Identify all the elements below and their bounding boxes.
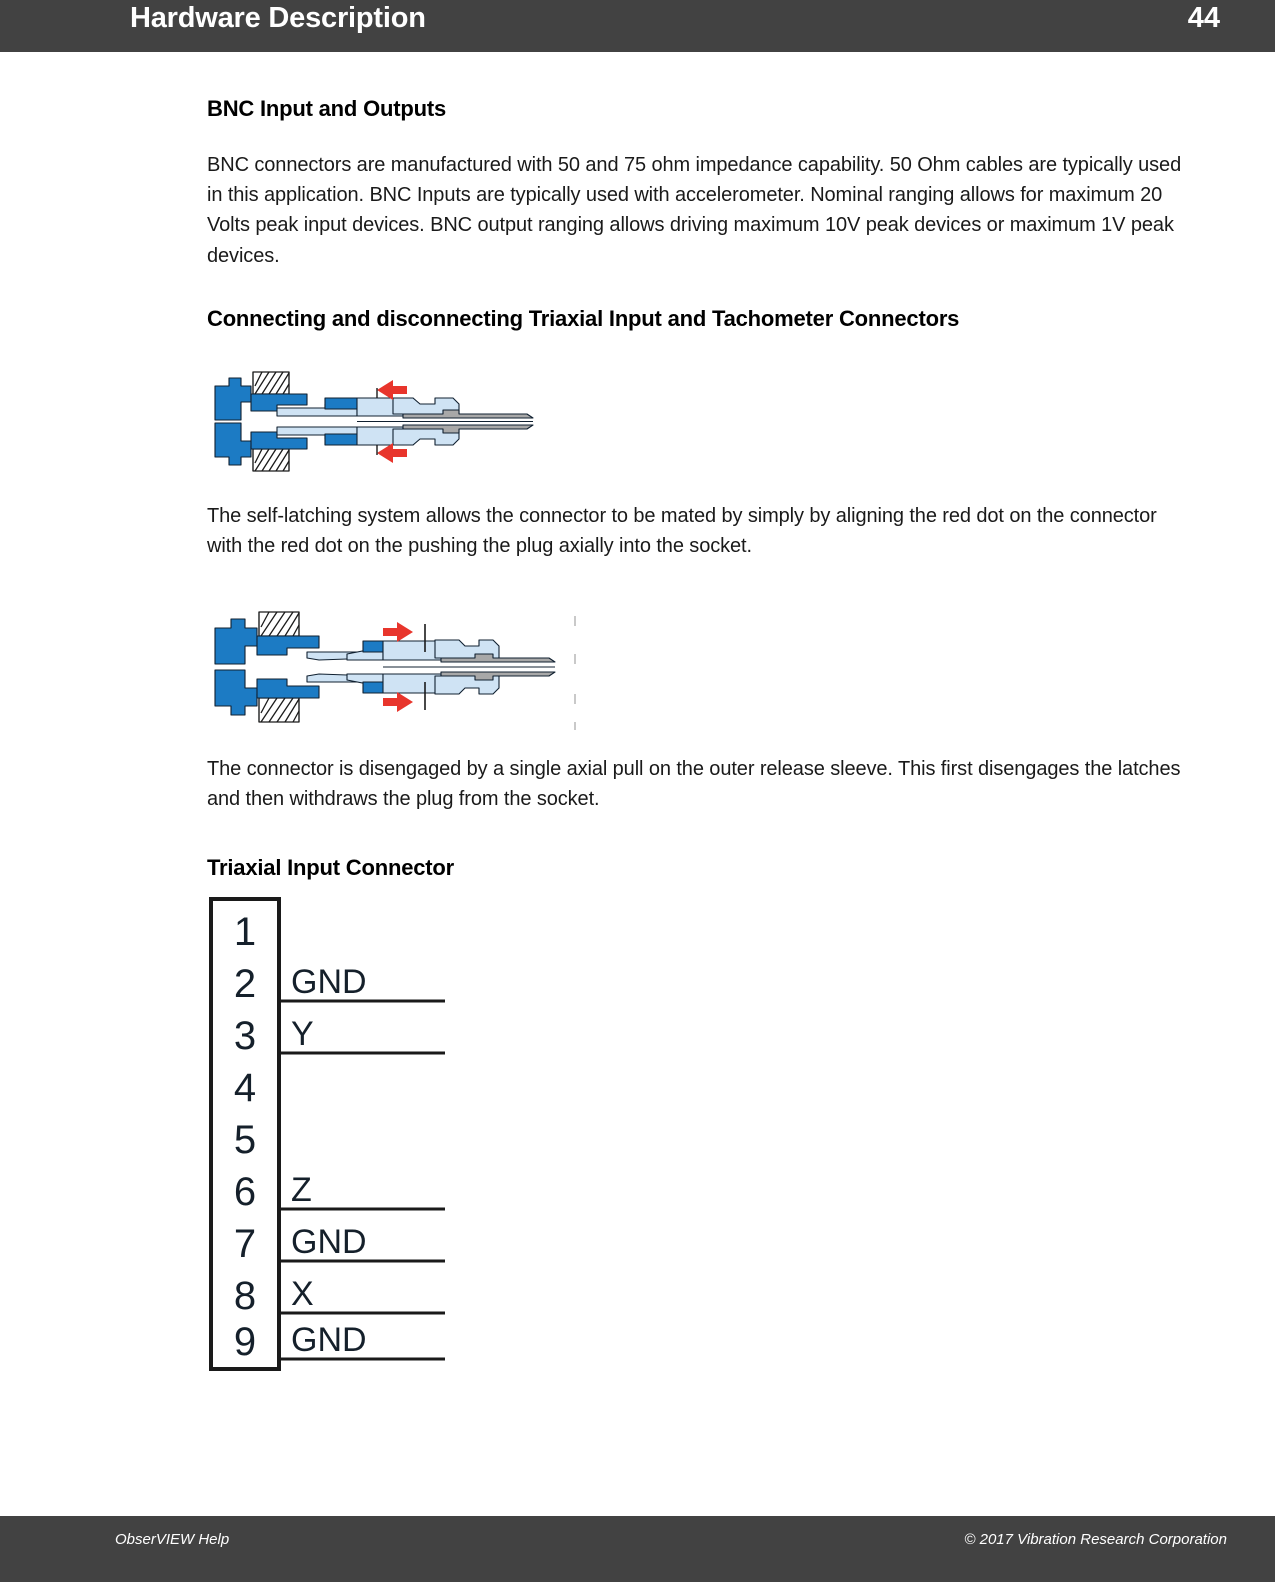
signal-label-pin-2: GND: [291, 962, 367, 1001]
figure-triaxial-pinout: [207, 893, 1187, 1383]
signal-name-labels: [291, 963, 367, 1359]
heading-bnc-input-and-outputs: BNC Input and Outputs: [207, 96, 446, 121]
signal-label-pin-8: X: [291, 1274, 314, 1313]
document-content: [207, 95, 1187, 1383]
figure-connector-unmating: [207, 602, 1187, 732]
signal-label-pin-7: GND: [291, 1222, 367, 1261]
page-title: Hardware Description: [130, 2, 426, 34]
paragraph-self-latching: The self-latching system allows the connector to be mated by simply by aligning the red dot on the connector with the red dot on the pushing the plug axially into the socket.: [207, 504, 1157, 558]
page-number: 44: [1187, 2, 1220, 34]
pin-number-4: 4: [233, 1065, 257, 1110]
pin-number-3: 3: [233, 1013, 257, 1058]
page-footer: [0, 1516, 1275, 1582]
triaxial-pinout-diagram: [207, 893, 457, 1378]
connector-unmating-illustration: [207, 602, 587, 732]
pin-number-7: 7: [233, 1221, 257, 1266]
pin-number-9: 9: [233, 1319, 257, 1364]
heading-triaxial-input-connector: Triaxial Input Connector: [207, 855, 455, 881]
pin-number-5: 5: [233, 1117, 257, 1162]
heading-connecting-disconnecting: Connecting and disconnecting Triaxial Input and Tachometer Connectors: [207, 306, 960, 332]
signal-label-pin-9: GND: [291, 1320, 367, 1359]
paragraph-bnc-description: BNC connectors are manufactured with 50 and 75 ohm impedance capability. 50 Ohm cables are typically used in this application. BNC Inputs are typically used with accelerometer. Nominal ranging allows for maximum 20 Volts peak input devices. BNC output ranging allows driving maximum 10V peak devices or maximum 1V peak devices.: [207, 153, 1182, 267]
paragraph-disengaging: The connector is disengaged by a single axial pull on the outer release sleeve. This first disengages the latches and then withdraws the plug from the socket.: [207, 757, 1181, 810]
pin-number-labels: [234, 910, 256, 1364]
pin-number-8: 8: [233, 1273, 257, 1318]
page-header: [0, 0, 1275, 52]
signal-label-pin-6: Z: [291, 1170, 312, 1209]
pin-number-1: 1: [233, 909, 257, 954]
footer-copyright: © 2017 Vibration Research Corporation: [964, 1531, 1227, 1548]
pin-number-2: 2: [233, 961, 257, 1006]
figure-connector-mating: [207, 364, 1187, 479]
signal-label-pin-3: Y: [291, 1014, 314, 1053]
pin-number-6: 6: [233, 1169, 257, 1214]
footer-product-name: ObserVIEW Help: [115, 1531, 230, 1548]
connector-mating-illustration: [207, 364, 537, 479]
